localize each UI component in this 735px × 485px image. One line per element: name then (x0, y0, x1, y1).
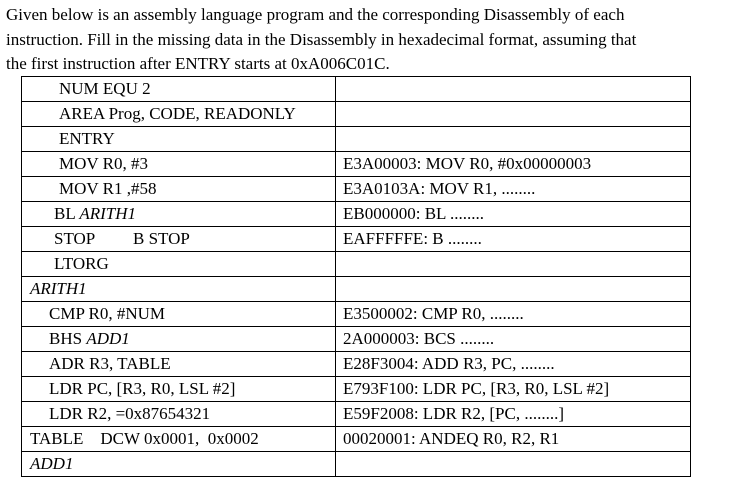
table-row (22, 427, 691, 452)
assembly-cell: TABLE DCW 0x0001, 0x0002 (22, 427, 336, 452)
table-row (22, 402, 691, 427)
disassembly-cell: E28F3004: ADD R3, PC, ........ (336, 352, 691, 377)
question-text (6, 3, 732, 77)
table-row (22, 227, 691, 252)
assembly-cell: BHS ADD1 (22, 327, 336, 352)
table-row (22, 377, 691, 402)
table-row (22, 102, 691, 127)
assembly-cell: MOV R0, #3 (22, 152, 336, 177)
disassembly-cell (336, 102, 691, 127)
disassembly-cell (336, 127, 691, 152)
table-row (22, 127, 691, 152)
assembly-cell: LDR R2, =0x87654321 (22, 402, 336, 427)
table-row (22, 202, 691, 227)
table-row (22, 152, 691, 177)
label-reference: ARITH1 (79, 204, 137, 223)
table-row (22, 252, 691, 277)
label-reference: ADD1 (86, 329, 130, 348)
disassembly-cell: E793F100: LDR PC, [R3, R0, LSL #2] (336, 377, 691, 402)
disassembly-cell (336, 277, 691, 302)
disassembly-table (21, 76, 691, 477)
disassembly-cell: EAFFFFFE: B ........ (336, 227, 691, 252)
assembly-cell: BL ARITH1 (22, 202, 336, 227)
disassembly-cell: E3A0103A: MOV R1, ........ (336, 177, 691, 202)
table-row (22, 277, 691, 302)
question-line-1: Given below is an assembly language program and the corresponding Disassembly of each (6, 5, 625, 24)
disassembly-cell: 00020001: ANDEQ R0, R2, R1 (336, 427, 691, 452)
disassembly-cell: EB000000: BL ........ (336, 202, 691, 227)
label-definition: ADD1 (30, 454, 74, 473)
table-row (22, 352, 691, 377)
assembly-cell: LDR PC, [R3, R0, LSL #2] (22, 377, 336, 402)
table-row (22, 77, 691, 102)
table-row (22, 452, 691, 477)
label-definition: ARITH1 (30, 279, 87, 298)
assembly-cell: AREA Prog, CODE, READONLY (22, 102, 336, 127)
assembly-cell (22, 452, 336, 477)
disassembly-cell: E3500002: CMP R0, ........ (336, 302, 691, 327)
table-row (22, 177, 691, 202)
assembly-cell: ADR R3, TABLE (22, 352, 336, 377)
assembly-cell: CMP R0, #NUM (22, 302, 336, 327)
disassembly-cell: E3A00003: MOV R0, #0x00000003 (336, 152, 691, 177)
assembly-cell: MOV R1 ,#58 (22, 177, 336, 202)
question-line-3: the first instruction after ENTRY starts at 0xA006C01C. (6, 54, 390, 73)
table-row (22, 327, 691, 352)
disassembly-cell: 2A000003: BCS ........ (336, 327, 691, 352)
assembly-cell: STOP B STOP (22, 227, 336, 252)
disassembly-cell (336, 77, 691, 102)
question-line-2: instruction. Fill in the missing data in the Disassembly in hexadecimal format, assuming that (6, 29, 637, 49)
assembly-cell: NUM EQU 2 (22, 77, 336, 102)
disassembly-cell (336, 252, 691, 277)
assembly-cell: LTORG (22, 252, 336, 277)
assembly-cell (22, 277, 336, 302)
disassembly-cell (336, 452, 691, 477)
disassembly-cell: E59F2008: LDR R2, [PC, ........] (336, 402, 691, 427)
table-row (22, 302, 691, 327)
assembly-cell: ENTRY (22, 127, 336, 152)
